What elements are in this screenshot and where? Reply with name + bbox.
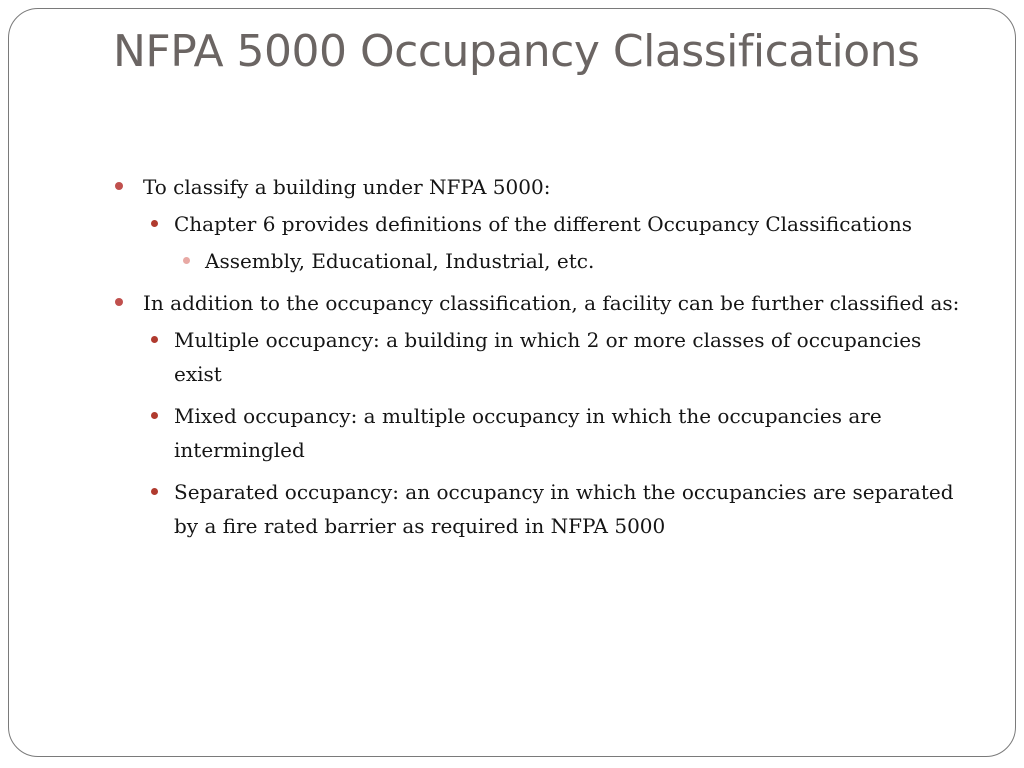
bullet-item-level3 [113, 244, 973, 278]
slide-body [113, 168, 973, 543]
bullet-item-level2 [113, 323, 973, 391]
bullet-text: Multiple occupancy: a building in which 2 or more classes of occupancies exist [174, 328, 922, 386]
bullet-dot-icon [115, 298, 123, 306]
bullet-item-level2 [113, 207, 973, 241]
bullet-dot-icon [151, 336, 158, 343]
bullet-item-level1 [113, 170, 973, 204]
bullet-dot-icon [151, 412, 158, 419]
bullet-text: Chapter 6 provides definitions of the different Occupancy Classifications [174, 212, 912, 236]
bullet-text: Assembly, Educational, Industrial, etc. [205, 249, 595, 273]
bullet-text: Separated occupancy: an occupancy in which the occupancies are separated by a fire rated barrier as required in NFPA 5000 [174, 480, 954, 538]
bullet-text: In addition to the occupancy classification, a facility can be further classified as: [143, 291, 960, 315]
bullet-dot-icon [115, 182, 123, 190]
bullet-dot-icon [151, 220, 158, 227]
bullet-item-level1 [113, 286, 973, 320]
slide-title: NFPA 5000 Occupancy Classifications [113, 26, 920, 77]
bullet-dot-icon [151, 488, 158, 495]
bullet-item-level2 [113, 475, 973, 543]
bullet-item-level2 [113, 399, 973, 467]
bullet-text: Mixed occupancy: a multiple occupancy in which the occupancies are intermingled [174, 404, 882, 462]
bullet-text: To classify a building under NFPA 5000: [143, 175, 551, 199]
bullet-dot-icon [183, 257, 190, 264]
